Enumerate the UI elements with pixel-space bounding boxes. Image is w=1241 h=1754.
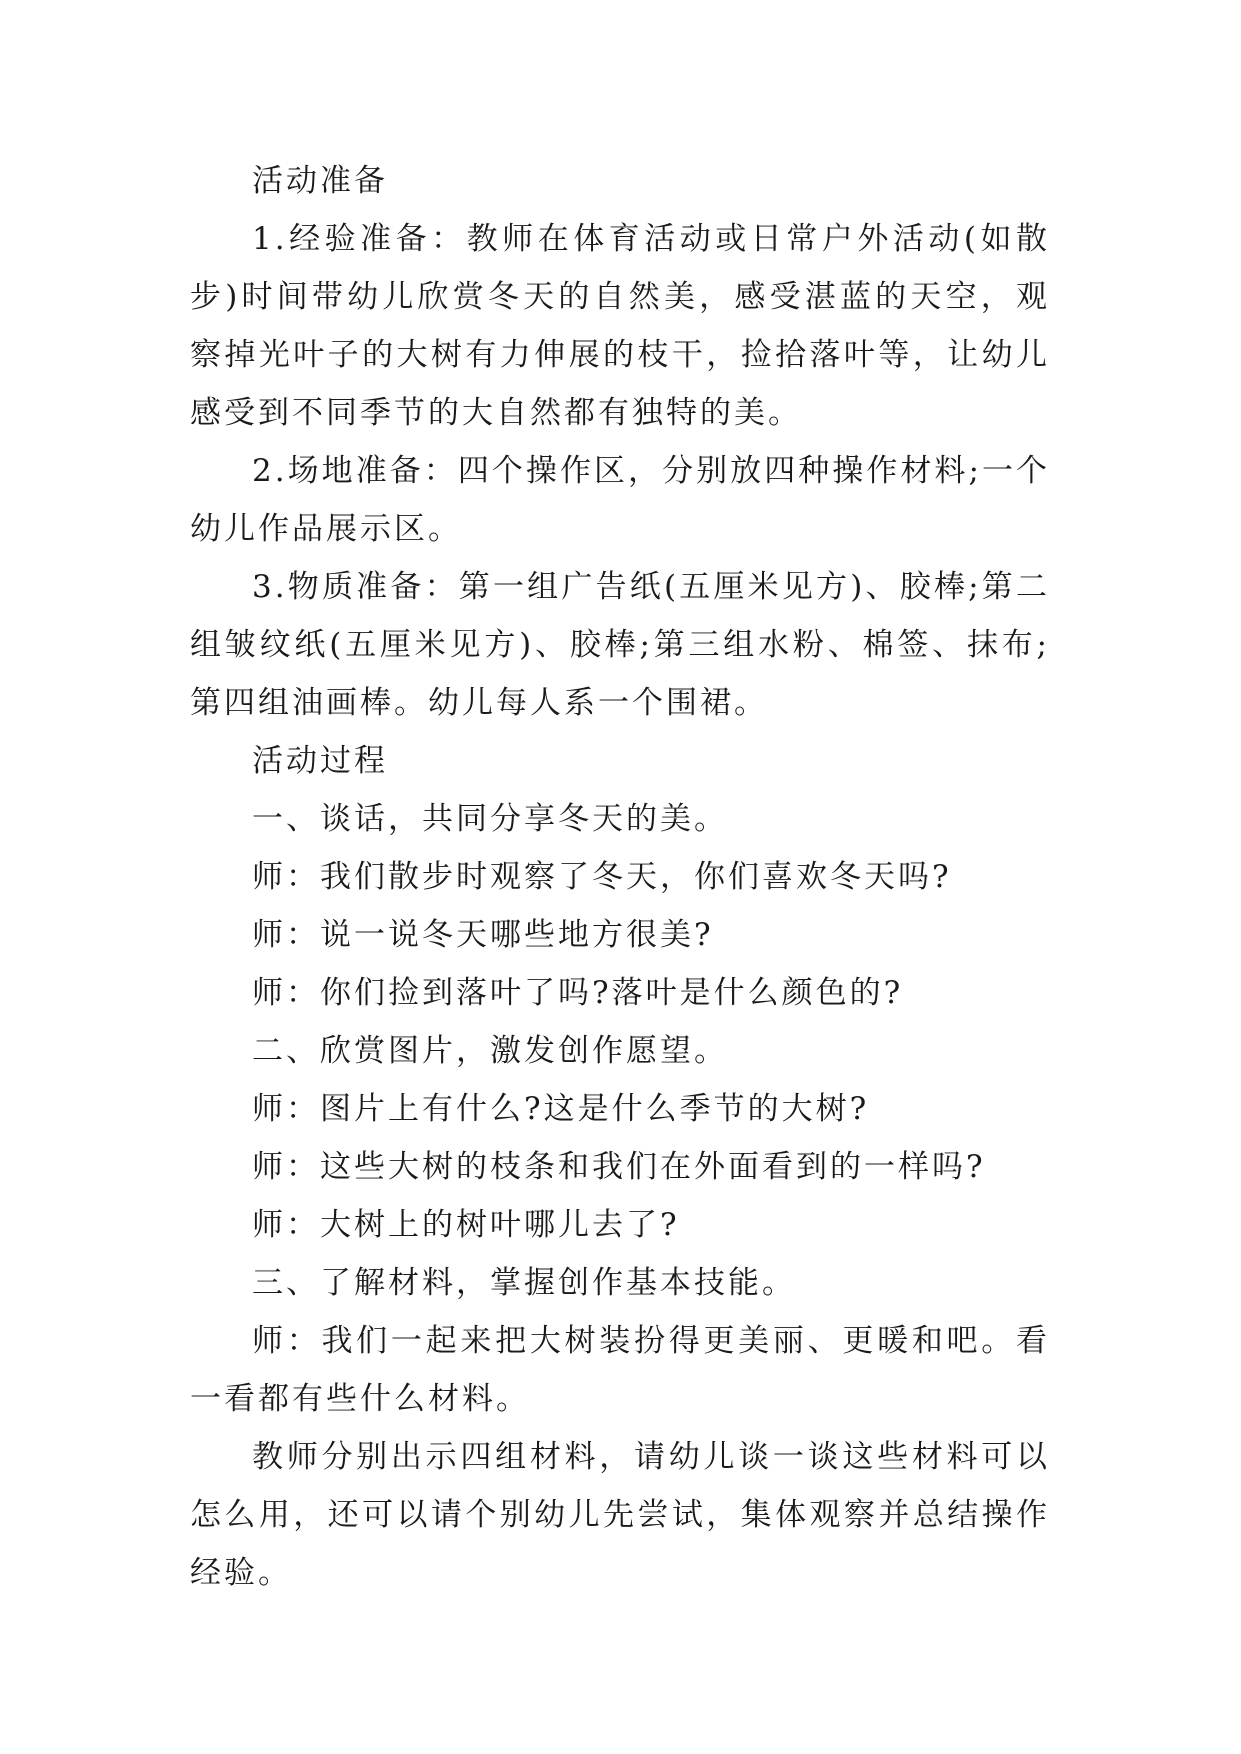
teacher-line: 师：这些大树的枝条和我们在外面看到的一样吗? bbox=[252, 1149, 986, 1185]
teacher-line: 师：我们散步时观察了冬天，你们喜欢冬天吗? bbox=[252, 859, 952, 895]
section-heading-preparation: 活动准备 bbox=[252, 163, 388, 199]
teacher-line: 师：你们捡到落叶了吗?落叶是什么颜色的? bbox=[252, 975, 904, 1011]
teacher-line: 师：说一说冬天哪些地方很美? bbox=[252, 917, 714, 953]
document-body bbox=[190, 152, 1050, 1602]
paragraph-venue-prep: 2.场地准备：四个操作区，分别放四种操作材料;一个幼儿作品展示区。 bbox=[190, 453, 1050, 547]
paragraph-experience-prep: 1.经验准备：教师在体育活动或日常户外活动(如散步)时间带幼儿欣赏冬天的自然美，感受湛蓝的天空，观察掉光叶子的大树有力伸展的枝干，捡拾落叶等，让幼儿感受到不同季节的大自然都有独特的美。 bbox=[190, 221, 1050, 431]
paragraph-material-prep: 3.物质准备：第一组广告纸(五厘米见方)、胶棒;第二组皱纹纸(五厘米见方)、胶棒;第三组水粉、棉签、抹布;第四组油画棒。幼儿每人系一个围裙。 bbox=[190, 569, 1050, 721]
teacher-line: 师：我们一起来把大树装扮得更美丽、更暖和吧。看一看都有些什么材料。 bbox=[190, 1323, 1050, 1417]
paragraph-teacher-demo: 教师分别出示四组材料，请幼儿谈一谈这些材料可以怎么用，还可以请个别幼儿先尝试，集体观察并总结操作经验。 bbox=[190, 1439, 1050, 1591]
step-heading-3: 三、了解材料，掌握创作基本技能。 bbox=[252, 1265, 796, 1301]
section-heading-process: 活动过程 bbox=[252, 743, 388, 779]
step-heading-2: 二、欣赏图片，激发创作愿望。 bbox=[252, 1033, 728, 1069]
teacher-line: 师：图片上有什么?这是什么季节的大树? bbox=[252, 1091, 870, 1127]
step-heading-1: 一、谈话，共同分享冬天的美。 bbox=[252, 801, 728, 837]
teacher-line: 师：大树上的树叶哪儿去了? bbox=[252, 1207, 680, 1243]
